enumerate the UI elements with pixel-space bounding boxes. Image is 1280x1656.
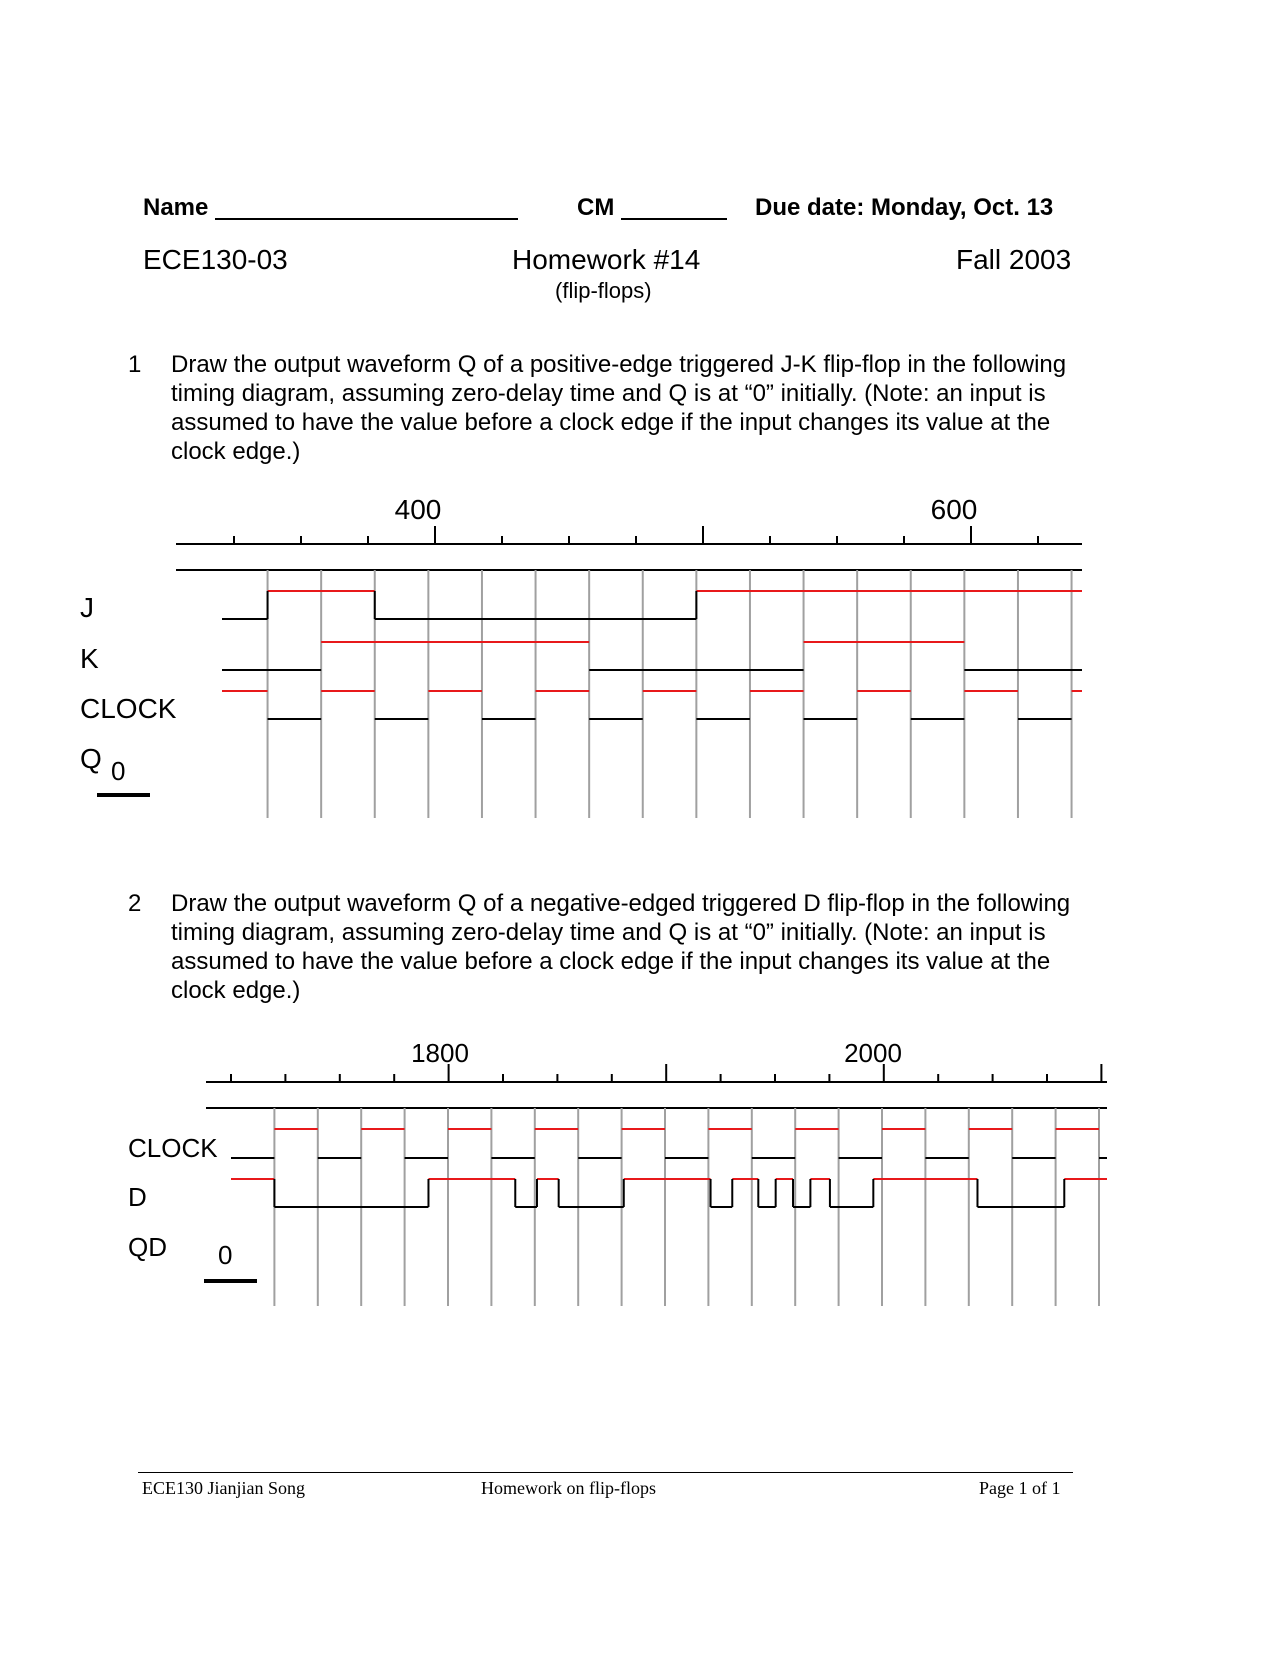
axis-tick-label: 400 [394, 494, 442, 525]
question-2-text: Draw the output waveform Q of a negative-edged triggered D flip-flop in the following timing diagram, assuming zero-delay time and Q is at “0” initially. (Note: an input is assumed to have the value before a clock edge if the input changes its value at the clock edge.) [171, 890, 1071, 1004]
signal-label-k: K [80, 643, 99, 674]
signal-label-qd: QD [128, 1232, 167, 1262]
signal-label-q: Q [80, 743, 102, 774]
signal-label-clock: CLOCK [128, 1133, 218, 1163]
page-subtitle: (flip-flops) [555, 278, 652, 303]
footer-left: ECE130 Jianjian Song [142, 1478, 305, 1498]
footer-center: Homework on flip-flops [481, 1478, 656, 1498]
q-initial-value: 0 [111, 756, 126, 786]
axis-tick-label: 600 [930, 494, 978, 525]
footer-rule [138, 1472, 1073, 1473]
footer-right: Page 1 of 1 [979, 1478, 1061, 1498]
due-date: Due date: Monday, Oct. 13 [755, 194, 1054, 221]
signal-label-j: J [80, 592, 94, 623]
qd-initial-value: 0 [218, 1240, 233, 1270]
signal-label-d: D [128, 1182, 147, 1212]
question-1-text: Draw the output waveform Q of a positive-edge triggered J-K flip-flop in the following timing diagram, assuming zero-delay time and Q is at “0” initially. (Note: an input is assumed to have the value before a clock edge if the input changes its value at the clock edge.) [171, 351, 1067, 465]
cm-label: CM [577, 194, 615, 221]
axis-tick-label: 2000 [844, 1038, 902, 1068]
axis-tick-label: 1800 [411, 1038, 469, 1068]
name-label: Name [143, 194, 209, 221]
course-code: ECE130-03 [143, 244, 288, 275]
question-2-number: 2 [128, 890, 142, 917]
page-title: Homework #14 [512, 244, 701, 275]
question-1-number: 1 [128, 351, 142, 378]
term: Fall 2003 [956, 244, 1072, 275]
signal-label-clock: CLOCK [80, 693, 177, 724]
